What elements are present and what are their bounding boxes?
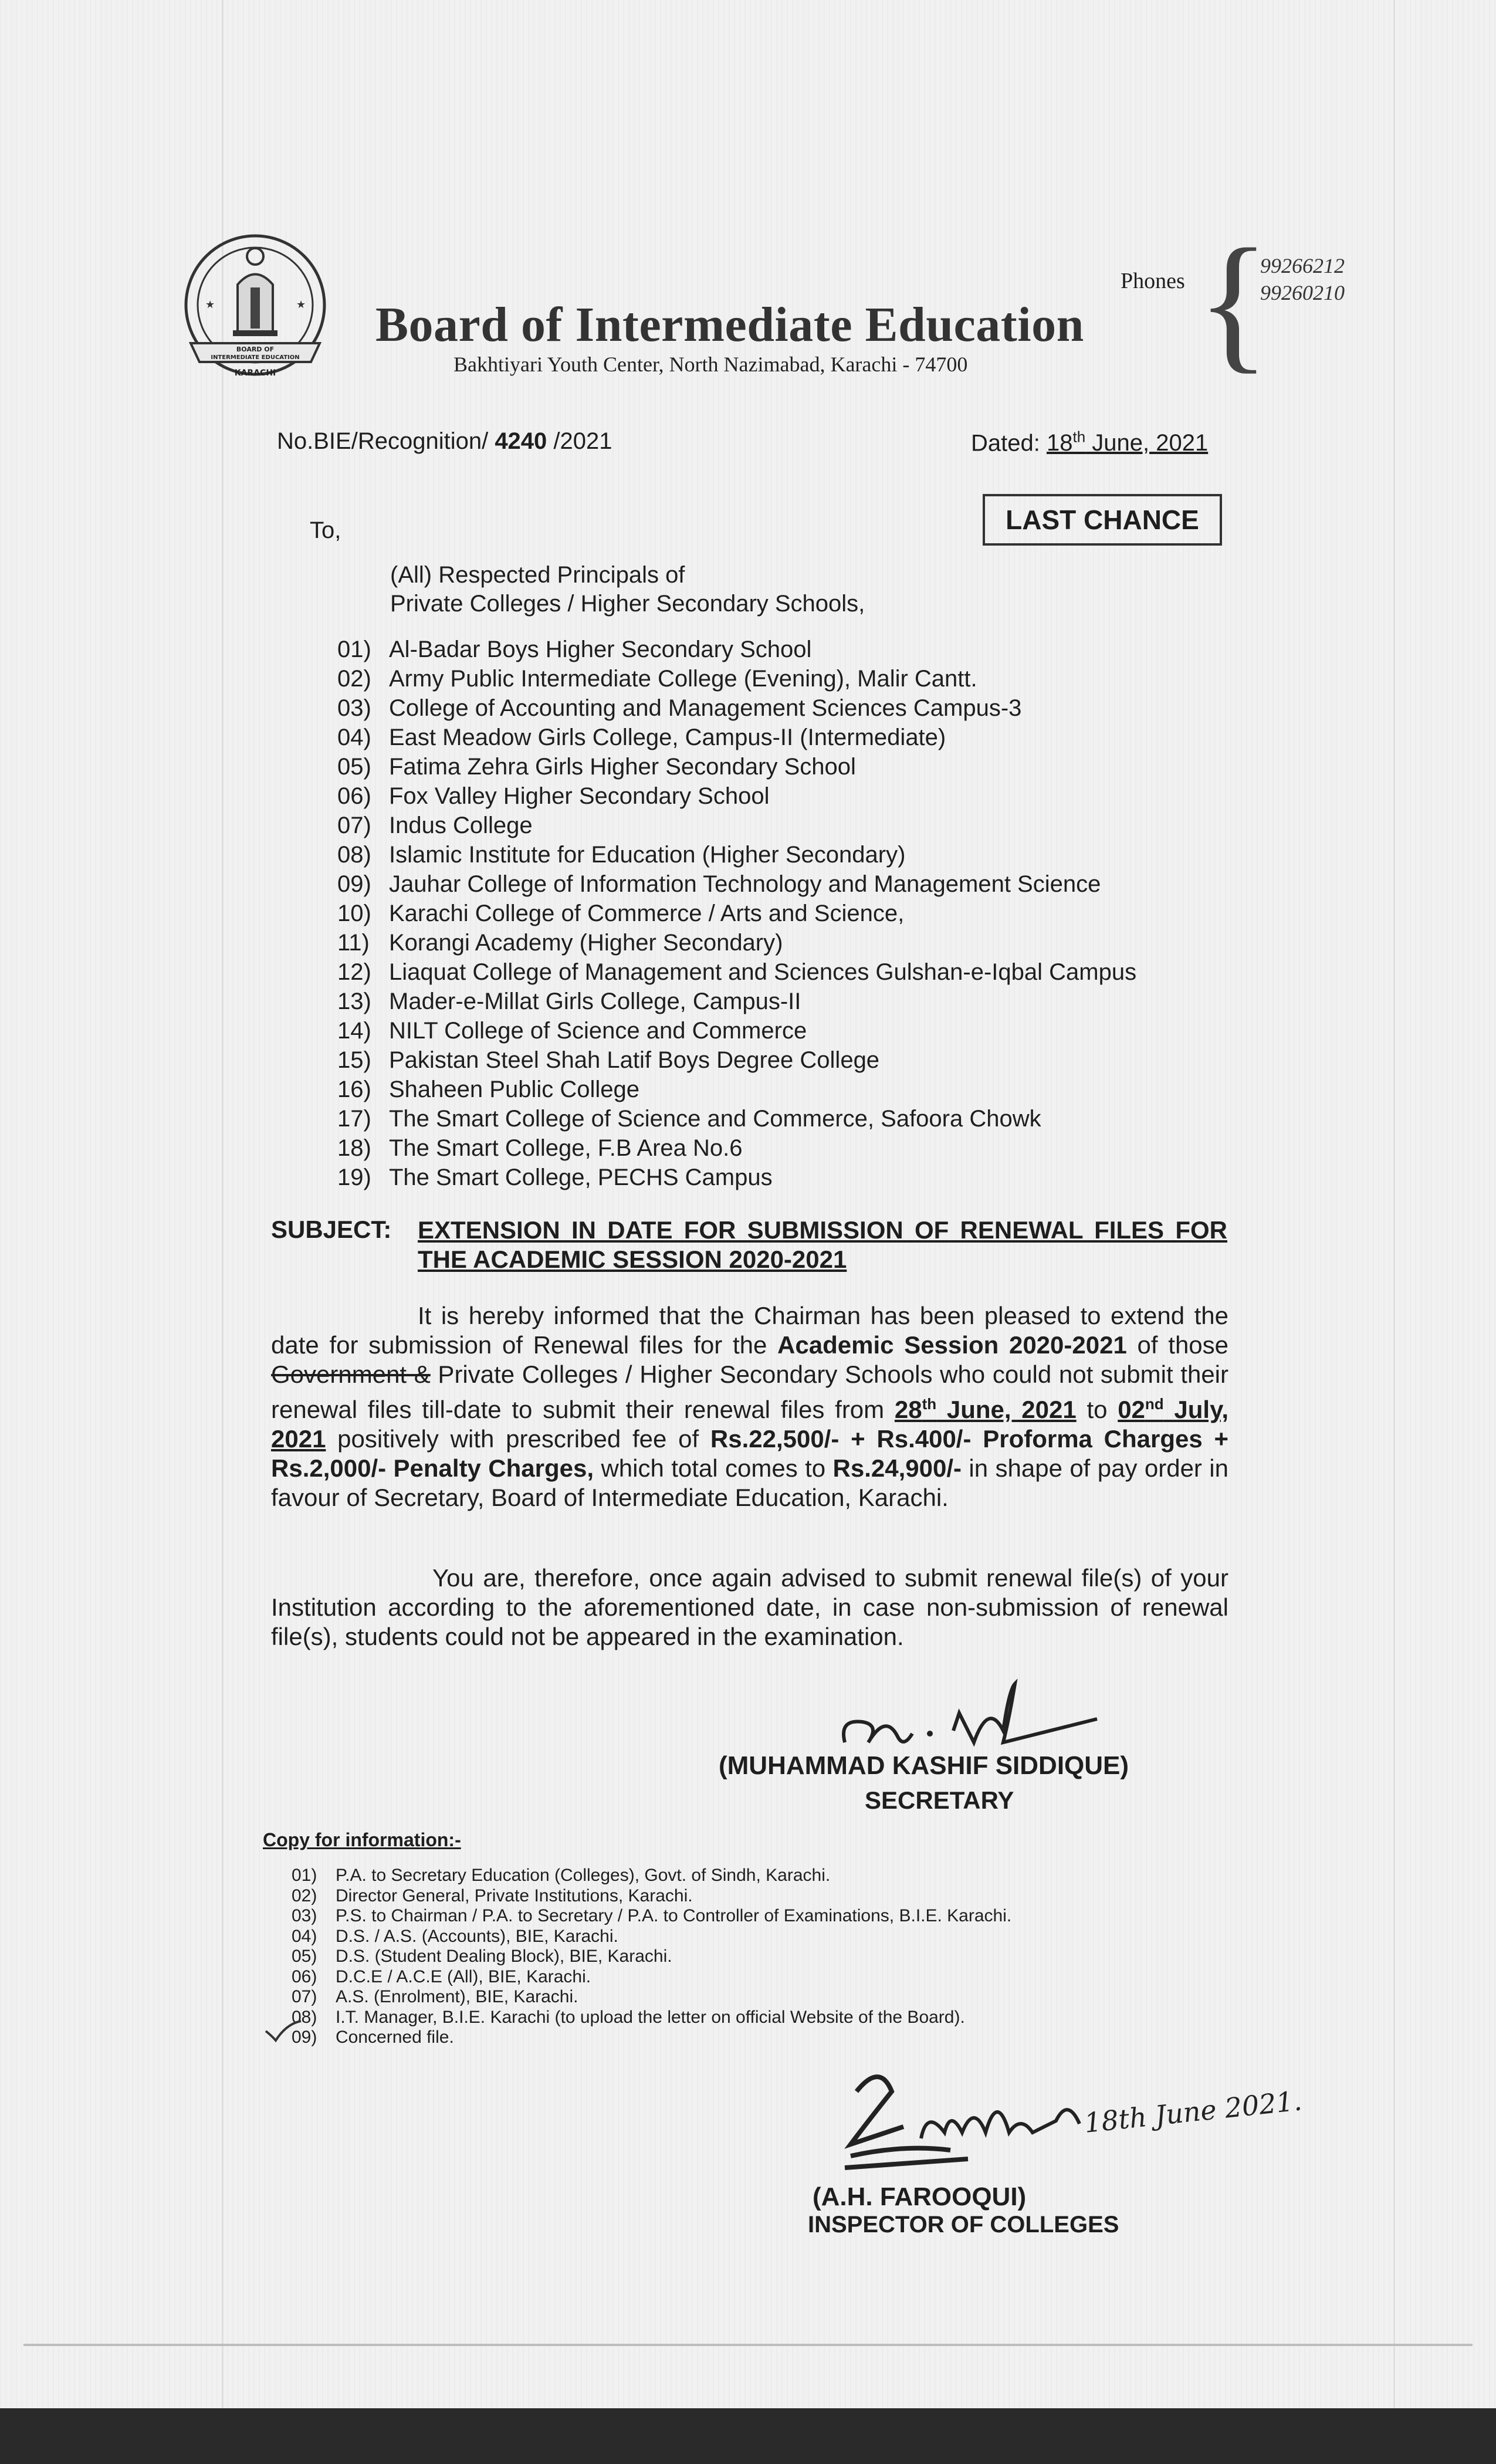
school-list-item (337, 1133, 1136, 1163)
school-name: Al-Badar Boys Higher Secondary School (389, 637, 812, 662)
copy-list-item (292, 1886, 1011, 1907)
subject-text: EXTENSION IN DATE FOR SUBMISSION OF RENEWAL FILES FOR THE ACADEMIC SESSION 2020-2021 (418, 1216, 1227, 1273)
copy-list-item (292, 1967, 1011, 1988)
school-name: Shaheen Public College (389, 1077, 639, 1102)
bottom-rule (23, 2344, 1473, 2346)
copy-recipient: D.S. / A.S. (Accounts), BIE, Karachi. (336, 1926, 618, 1946)
school-name: Karachi College of Commerce / Arts and Science, (389, 901, 905, 926)
svg-text:KARACHI: KARACHI (234, 368, 276, 378)
school-name: The Smart College of Science and Commerce, Safoora Chowk (389, 1106, 1041, 1132)
school-name: The Smart College, PECHS Campus (389, 1165, 773, 1190)
list-item-number: 04) (292, 1926, 317, 1946)
list-item-number: 07) (337, 813, 371, 838)
list-item-number: 01) (337, 637, 371, 662)
school-list (337, 635, 1136, 1192)
copy-list-item (292, 2008, 1011, 2028)
copy-list-item (292, 1866, 1011, 1886)
copy-list (292, 1866, 1011, 2048)
list-item-number: 10) (337, 901, 371, 926)
board-title: Board of Intermediate Education (375, 297, 1084, 352)
school-name: Mader-e-Millat Girls College, Campus-II (389, 989, 801, 1014)
school-name: NILT College of Science and Commerce (389, 1018, 807, 1044)
list-item-number: 09) (292, 2028, 317, 2047)
inspector-signature (833, 2056, 1304, 2179)
school-name: East Meadow Girls College, Campus-II (Intermediate) (389, 725, 946, 750)
list-item-number: 07) (292, 1987, 317, 2006)
school-list-item (337, 811, 1136, 840)
list-item-number: 13) (337, 989, 371, 1014)
school-list-item (337, 1075, 1136, 1104)
school-list-item (337, 781, 1136, 811)
school-name: Liaquat College of Management and Sciences Gulshan-e-Iqbal Campus (389, 959, 1137, 985)
secretary-name: (MUHAMMAD KASHIF SIDDIQUE) (719, 1751, 1129, 1780)
inspector-name: (A.H. FAROOQUI) (813, 2182, 1027, 2211)
school-name: Army Public Intermediate College (Evening), Malir Cantt. (389, 666, 977, 692)
body-paragraph: You are, therefore, once again advised to submit renewal file(s) of your Institution according to the aforementioned date, in case non-submission of renewal file(s), students could not be appeared in the examination. (271, 1564, 1228, 1650)
svg-text:BOARD OF: BOARD OF (236, 346, 275, 353)
copy-recipient: Director General, Private Institutions, Karachi. (336, 1886, 693, 1905)
body-paragraph: It is hereby informed that the Chairman has been pleased to extend the date for submission of Renewal files for the Academic Session 2020-2021 of those Government & Private Colleges / Higher Secondary Schools who could not submit their renewal files till-date to submit their renewal files from 28th June, 2021 to 02nd July, 2021 positively with prescribed fee of Rs.22,500/- + Rs.400/- Proforma Charges + Rs.2,000/- Penalty Charges, which total comes to Rs.24,900/- in shape of pay order in favour of Secretary, Board of Intermediate Education, Karachi. (271, 1302, 1229, 1511)
list-item-number: 11) (337, 930, 370, 956)
school-list-item (337, 987, 1136, 1016)
list-item-number: 02) (337, 666, 371, 692)
school-list-item (337, 1163, 1136, 1192)
school-list-item (337, 723, 1136, 752)
school-list-item (337, 928, 1136, 957)
copy-heading: Copy for information:- (263, 1829, 461, 1850)
subject-label: SUBJECT: (271, 1216, 392, 1243)
list-item-number: 03) (337, 695, 371, 721)
list-item-number: 02) (292, 1886, 317, 1905)
list-item-number: 05) (337, 754, 371, 780)
list-item-number: 15) (337, 1047, 371, 1073)
inspector-title: INSPECTOR OF COLLEGES (808, 2212, 1119, 2238)
copy-list-item (292, 1987, 1011, 2008)
copy-recipient: P.A. to Secretary Education (Colleges), Govt. of Sindh, Karachi. (336, 1866, 831, 1885)
list-item-number: 17) (337, 1106, 371, 1132)
list-item-number: 19) (337, 1165, 371, 1190)
school-name: Jauhar College of Information Technology and Management Science (389, 871, 1101, 897)
list-item-number: 12) (337, 959, 371, 985)
list-item-number: 14) (337, 1018, 371, 1044)
recipient-line: (All) Respected Principals of (390, 562, 685, 588)
school-name: Indus College (389, 813, 533, 838)
recipient-line: Private Colleges / Higher Secondary Schools, (390, 591, 865, 617)
school-name: The Smart College, F.B Area No.6 (389, 1135, 743, 1161)
svg-text:★: ★ (296, 299, 306, 311)
handwritten-date: 18th June 2021. (1082, 2084, 1304, 2139)
school-list-item (337, 840, 1136, 869)
svg-text:★: ★ (205, 299, 215, 311)
phones-label: Phones (1121, 269, 1185, 293)
school-name: Korangi Academy (Higher Secondary) (389, 930, 783, 956)
svg-text:INTERMEDIATE EDUCATION: INTERMEDIATE EDUCATION (211, 354, 300, 361)
list-item-number: 08) (337, 842, 371, 868)
fold-line (1393, 0, 1395, 2408)
school-list-item (337, 693, 1136, 723)
list-item-number: 06) (292, 1967, 317, 1986)
school-list-item (337, 752, 1136, 781)
copy-recipient: Concerned file. (336, 2028, 454, 2047)
school-name: College of Accounting and Management Sciences Campus-3 (389, 695, 1022, 721)
list-item-number: 08) (292, 2007, 317, 2027)
list-item-number: 01) (292, 1866, 317, 1885)
school-name: Islamic Institute for Education (Higher Secondary) (389, 842, 906, 868)
copy-recipient: D.S. (Student Dealing Block), BIE, Karachi. (336, 1947, 672, 1966)
list-item-number: 05) (292, 1947, 317, 1966)
list-item-number: 09) (337, 871, 371, 897)
copy-recipient: A.S. (Enrolment), BIE, Karachi. (336, 1987, 578, 2006)
list-item-number: 18) (337, 1135, 371, 1161)
school-list-item (337, 869, 1136, 899)
school-list-item (337, 635, 1136, 664)
board-address: Bakhtiyari Youth Center, North Nazimabad, Karachi - 74700 (453, 353, 968, 376)
secretary-title: SECRETARY (865, 1786, 1014, 1814)
reference-number: No.BIE/Recognition/ 4240 /2021 (277, 428, 612, 454)
school-list-item (337, 1016, 1136, 1045)
phone-number: 99266212 (1260, 254, 1345, 277)
phone-number: 99260210 (1260, 281, 1345, 304)
copy-recipient: P.S. to Chairman / P.A. to Secretary / P.A. to Controller of Examinations, B.I.E. Karachi. (336, 1906, 1012, 1925)
board-seal-logo (179, 232, 331, 396)
list-item-number: 03) (292, 1906, 317, 1925)
copy-list-item (292, 1906, 1011, 1927)
list-item-number: 06) (337, 783, 371, 809)
school-list-item (337, 899, 1136, 928)
school-name: Pakistan Steel Shah Latif Boys Degree College (389, 1047, 880, 1073)
brace-icon: { (1197, 218, 1270, 387)
letter-date: Dated: 18th June, 2021 (971, 428, 1209, 456)
list-item-number: 16) (337, 1077, 371, 1102)
school-name: Fox Valley Higher Secondary School (389, 783, 770, 809)
school-name: Fatima Zehra Girls Higher Secondary School (389, 754, 856, 780)
copy-list-item (292, 1947, 1011, 1967)
to-label: To, (310, 517, 341, 543)
school-list-item (337, 957, 1136, 987)
school-list-item (337, 1045, 1136, 1075)
list-item-number: 04) (337, 725, 371, 750)
last-chance-stamp: LAST CHANCE (983, 494, 1222, 546)
copy-recipient: D.C.E / A.C.E (All), BIE, Karachi. (336, 1967, 591, 1986)
school-list-item (337, 664, 1136, 693)
copy-list-item (292, 1927, 1011, 1947)
school-list-item (337, 1104, 1136, 1133)
copy-recipient: I.T. Manager, B.I.E. Karachi (to upload the letter on official Website of the Board). (336, 2007, 965, 2027)
copy-list-item (292, 2028, 1011, 2048)
tick-mark-icon (263, 2018, 304, 2042)
